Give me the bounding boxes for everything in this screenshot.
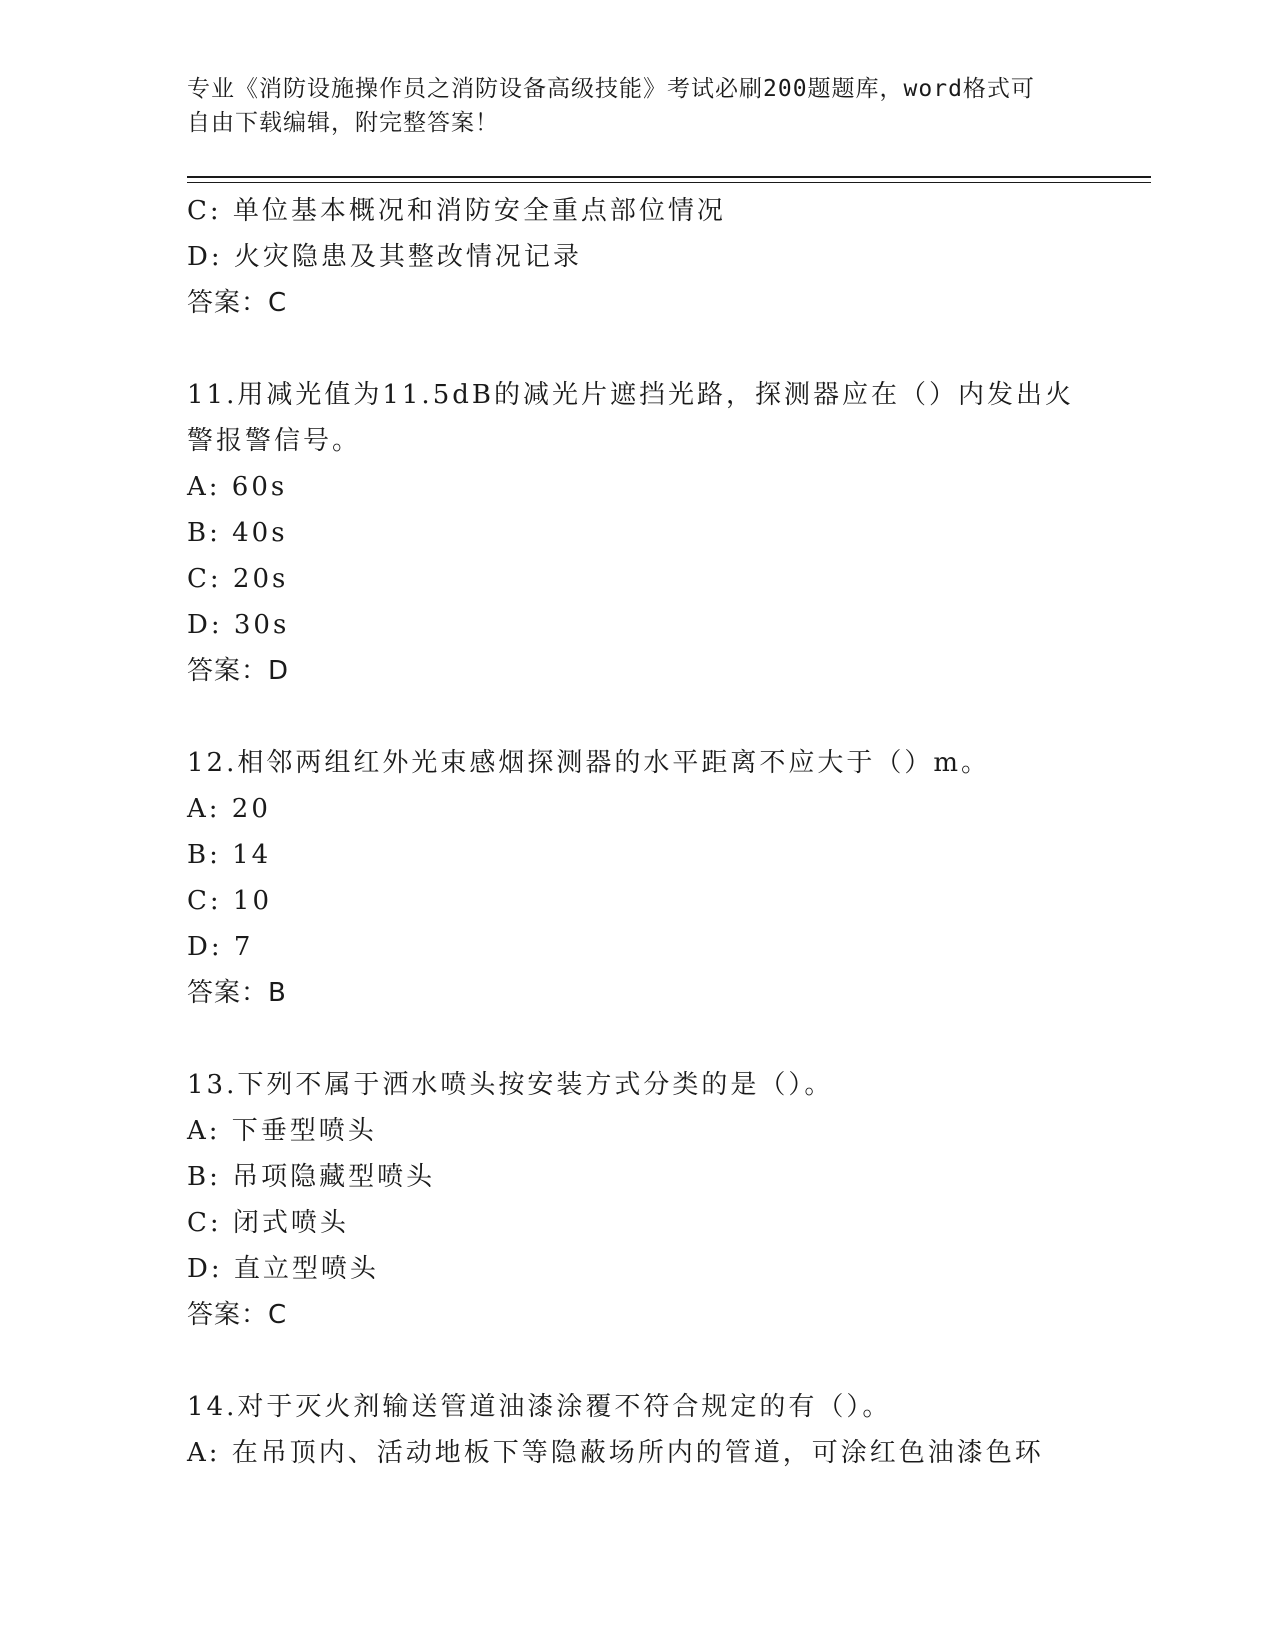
answer-line: 答案：B (187, 978, 287, 1008)
option-d: D: 7 (187, 932, 254, 962)
option-c: C: 20s (187, 564, 289, 594)
question-list (187, 188, 1087, 1476)
question-12 (187, 740, 1087, 1016)
spacer (187, 326, 1087, 372)
question-title: 11.用减光值为11.5dB的减光片遮挡光路，探测器应在（）内发出火 (187, 380, 1074, 410)
document-header (187, 72, 1067, 140)
spacer (187, 1338, 1087, 1384)
header-line-1: 专业《消防设施操作员之消防设备高级技能》考试必刷200题题库，word格式可 (187, 76, 1035, 102)
option-c: C: 单位基本概况和消防安全重点部位情况 (187, 196, 726, 226)
header-divider-thick (187, 176, 1151, 178)
header-divider-thin (187, 182, 1151, 183)
question-title: 12.相邻两组红外光束感烟探测器的水平距离不应大于（）m。 (187, 748, 991, 778)
option-d: D: 30s (187, 610, 290, 640)
option-d: D: 直立型喷头 (187, 1254, 379, 1284)
question-14 (187, 1384, 1087, 1476)
option-c: C: 10 (187, 886, 273, 916)
spacer (187, 694, 1087, 740)
answer-line: 答案：C (187, 288, 288, 318)
option-b: B: 14 (187, 840, 272, 870)
option-a: A: 下垂型喷头 (187, 1116, 377, 1146)
question-11 (187, 372, 1087, 694)
option-a: A: 60s (187, 472, 288, 502)
question-10-tail (187, 188, 1087, 326)
answer-line: 答案：D (187, 656, 290, 686)
option-c: C: 闭式喷头 (187, 1208, 349, 1238)
question-title-continued: 警报警信号。 (187, 426, 362, 456)
answer-line: 答案：C (187, 1300, 288, 1330)
option-d: D: 火灾隐患及其整改情况记录 (187, 242, 582, 272)
question-title: 14.对于灭火剂输送管道油漆涂覆不符合规定的有（）。 (187, 1392, 892, 1422)
option-b: B: 40s (187, 518, 288, 548)
option-a: A: 20 (187, 794, 271, 824)
question-13 (187, 1062, 1087, 1338)
option-a: A: 在吊顶内、活动地板下等隐蔽场所内的管道，可涂红色油漆色环 (187, 1438, 1044, 1468)
question-title: 13.下列不属于洒水喷头按安装方式分类的是（）。 (187, 1070, 834, 1100)
header-line-2: 自由下载编辑，附完整答案！ (187, 110, 499, 136)
spacer (187, 1016, 1087, 1062)
option-b: B: 吊项隐藏型喷头 (187, 1162, 436, 1192)
